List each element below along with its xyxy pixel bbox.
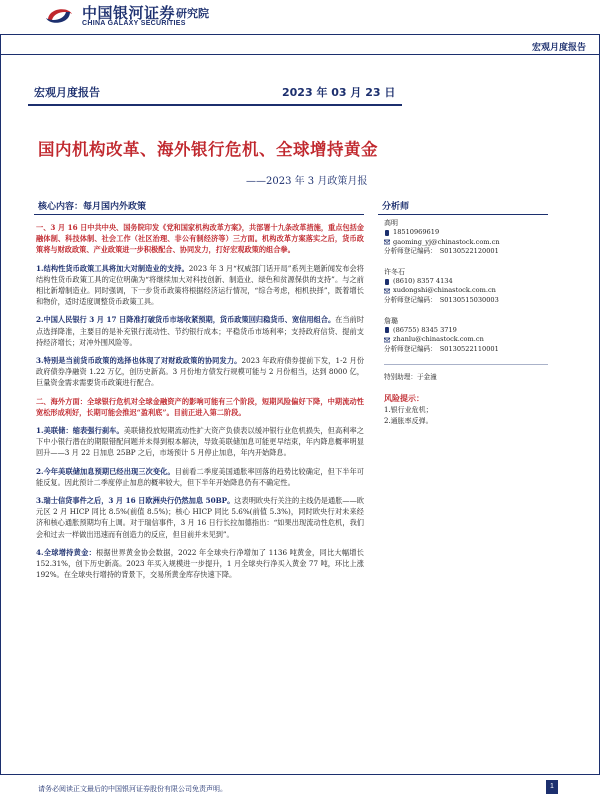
main-content bbox=[36, 222, 364, 587]
report-subtitle: ——2023 年 3 月政策月报 bbox=[246, 176, 368, 187]
domestic-point-2: 2.中国人民银行 3 月 17 日降准打破货币市场收紧预期，货币政策回归稳货币、宽信用组合。在当前时点选择降准，主要目的是补充银行流动性、节约银行成本；平稳货币市场利率；支持政府信贷、提前支持经济增长；对冲外围风险等。 bbox=[36, 315, 364, 347]
org-name-en: CHINA GALAXY SECURITIES bbox=[82, 20, 186, 27]
analyst-card bbox=[384, 218, 584, 257]
band-report-type: 宏观月度报告 bbox=[34, 86, 100, 99]
analyst-email-row bbox=[384, 238, 584, 248]
footer-disclaimer: 请务必阅读正文最后的中国银河证券股份有限公司免责声明。 bbox=[38, 785, 227, 793]
domestic-point-1: 1.结构性货币政策工具将加大对制造业的支持。2023 年 3 月“权威部门话开局”系列主题新闻发布会将结构性货币政策工具的定位明确为“将继续加大对科技创新、制造业、绿色和贫源保供的支持”。与之前相比新增制造业。同时强调，下一步货币政策将根据经济运行情况，“综合考虑，相机抉择”，既着增长和物价，适时适度调整货币政策工具。 bbox=[36, 263, 364, 307]
risk-item: 1.银行业危机； bbox=[384, 406, 433, 415]
analyst-email[interactable]: xudongshi@chinastock.com.cn bbox=[393, 286, 496, 295]
analyst-cert: S0130522110001 bbox=[439, 344, 499, 353]
analyst-name: 许冬石 bbox=[384, 267, 405, 276]
analyst-card bbox=[384, 267, 584, 306]
analyst-cert-row: 分析师登记编码： S0130522120001 bbox=[384, 247, 499, 256]
risk-heading: 风险提示： bbox=[384, 394, 424, 404]
institute-label: 研究院 bbox=[176, 7, 209, 20]
core-content-label: 核心内容：每月国内外政策 bbox=[38, 202, 147, 212]
core-content-divider bbox=[34, 214, 364, 215]
analyst-email-row bbox=[384, 286, 584, 296]
band-underline bbox=[28, 104, 402, 106]
brand-logo bbox=[42, 2, 242, 32]
overseas-point-2: 2.今年美联储加息预期已经出现三次变化。目前看二季度美国通胀率回落的趋势比较确定，但下半年可能反复。因此预计二季度停止加息的概率较大，但下半年开始降息仍有不确定性。 bbox=[36, 466, 364, 487]
mail-icon bbox=[384, 288, 390, 294]
galaxy-logo-icon bbox=[42, 2, 76, 30]
domestic-summary: 一、3 月 16 日中共中央、国务院印发《党和国家机构改革方案》，共部署十九条改革措施，重点包括金融体制、科技体制、社会工作（社区治理、非公有制经济等）三方面。机构改革方案落实之后，货币政策将与财政政策、产业政策进一步积极配合、协同发力，打好宏观政策的组合拳。 bbox=[36, 223, 364, 255]
frame-left-border bbox=[0, 34, 1, 774]
analyst-card bbox=[384, 316, 584, 355]
overseas-point-3: 3.瑞士信贷事件之后，3 月 16 日欧洲央行仍然加息 50BP。这表明欧央行关注的主线仍是通胀——欧元区 2 月 HICP 同比 8.5%(前值 8.5%)；核心 HICP 同比 5.6%(前值 5.3%)，同时欧央行对未来经济和核心通胀预期均有上调。对于瑞信事件，3 月 16 日行长拉加德指出：“如果出现流动性危机，我们会和过去一样做出迅速而有创造力的反应，但目前并未见到”。 bbox=[36, 496, 364, 539]
report-title: 国内机构改革、海外银行危机、全球增持黄金 bbox=[38, 140, 378, 159]
analyst-divider bbox=[378, 214, 548, 215]
header-subdivider bbox=[0, 54, 600, 55]
analyst-phone-row bbox=[384, 277, 584, 287]
analyst-email-row bbox=[384, 335, 584, 345]
analyst-sidebar bbox=[384, 218, 584, 427]
analyst-cert: S0130515030003 bbox=[439, 295, 499, 304]
domestic-point-3: 3.特别是当前货币政策的选择也体现了对财政政策的协同发力。2023 年政府债券提前下发，1-2 月份政府债券净融资 1.22 万亿，创历史新高。3 月份地方债发行规模可能与 2 月份相当，达到 8000 亿，巨量资金需求需要货币政策进行配合。 bbox=[36, 356, 365, 388]
header-divider bbox=[0, 34, 600, 35]
overseas-point-4: 4.全球增持黄金：根据世界黄金协会数据，2022 年全球央行净增加了 1136 吨黄金，同比大幅增长 152.31%，创下历史新高。2023 年买入规模进一步提升，1 月全球央行净买入黄金 77 吨，环比上涨 192%。在全球央行增持的背景下，交易所黄金库存快速下降。 bbox=[36, 547, 364, 580]
analyst-phone: 18510969619 bbox=[393, 228, 440, 236]
report-band bbox=[28, 82, 590, 102]
footer-divider bbox=[0, 774, 600, 775]
analyst-email[interactable]: gaoming_yj@chinastock.com.cn bbox=[393, 237, 500, 246]
report-date: 2023 年 03 月 23 日 bbox=[282, 86, 396, 99]
analyst-phone: (8610) 8357 4134 bbox=[393, 276, 453, 285]
org-name-cn: 中国银河证券 bbox=[82, 4, 176, 22]
mail-icon bbox=[384, 239, 390, 245]
analyst-phone-row bbox=[384, 228, 584, 238]
special-assistant: 特别助理：于金潼 bbox=[384, 373, 437, 382]
analyst-name: 高明 bbox=[384, 219, 398, 227]
analyst-phone: (86755) 8345 3719 bbox=[393, 325, 457, 334]
overseas-point-1: 1.美联储：缩表强行刹车。美联储投放短期流动性扩大资产负债表以缓冲银行业危机损失，但高利率之下中小银行潜在的期限错配问题并未得到根本解决，导致美联储加息可能更早结束，年内降息概率明显回升——3 月 22 日加息 25BP 之后，市场预计 5 月停止加息，年内开始降息。 bbox=[36, 426, 364, 458]
mail-icon bbox=[384, 337, 390, 343]
analyst-section-label: 分析师 bbox=[382, 202, 410, 212]
report-type-header: 宏观月度报告 bbox=[531, 43, 586, 53]
analyst-email[interactable]: zhanlu@chinastock.com.cn bbox=[393, 335, 484, 344]
analyst-cert-row: 分析师登记编码： S0130522110001 bbox=[384, 344, 499, 353]
phone-icon bbox=[384, 279, 390, 285]
risk-item: 2.通胀率反弹。 bbox=[384, 417, 433, 426]
page-number: 1 bbox=[546, 780, 558, 794]
analyst-name: 詹璐 bbox=[384, 316, 398, 325]
phone-icon bbox=[384, 327, 390, 333]
analyst-phone-row bbox=[384, 326, 584, 336]
analyst-cert: S0130522120001 bbox=[439, 247, 499, 256]
phone-icon bbox=[384, 230, 390, 236]
overseas-summary: 二、海外方面：全球银行危机对全球金融资产的影响可能有三个阶段，短期风险偏好下降，中期流动性宽松形成利好，长期可能会推迟“盈利底”。目前正进入第二阶段。 bbox=[36, 396, 364, 417]
sidebar-divider bbox=[384, 364, 548, 365]
analyst-cert-row: 分析师登记编码： S0130515030003 bbox=[384, 295, 499, 304]
